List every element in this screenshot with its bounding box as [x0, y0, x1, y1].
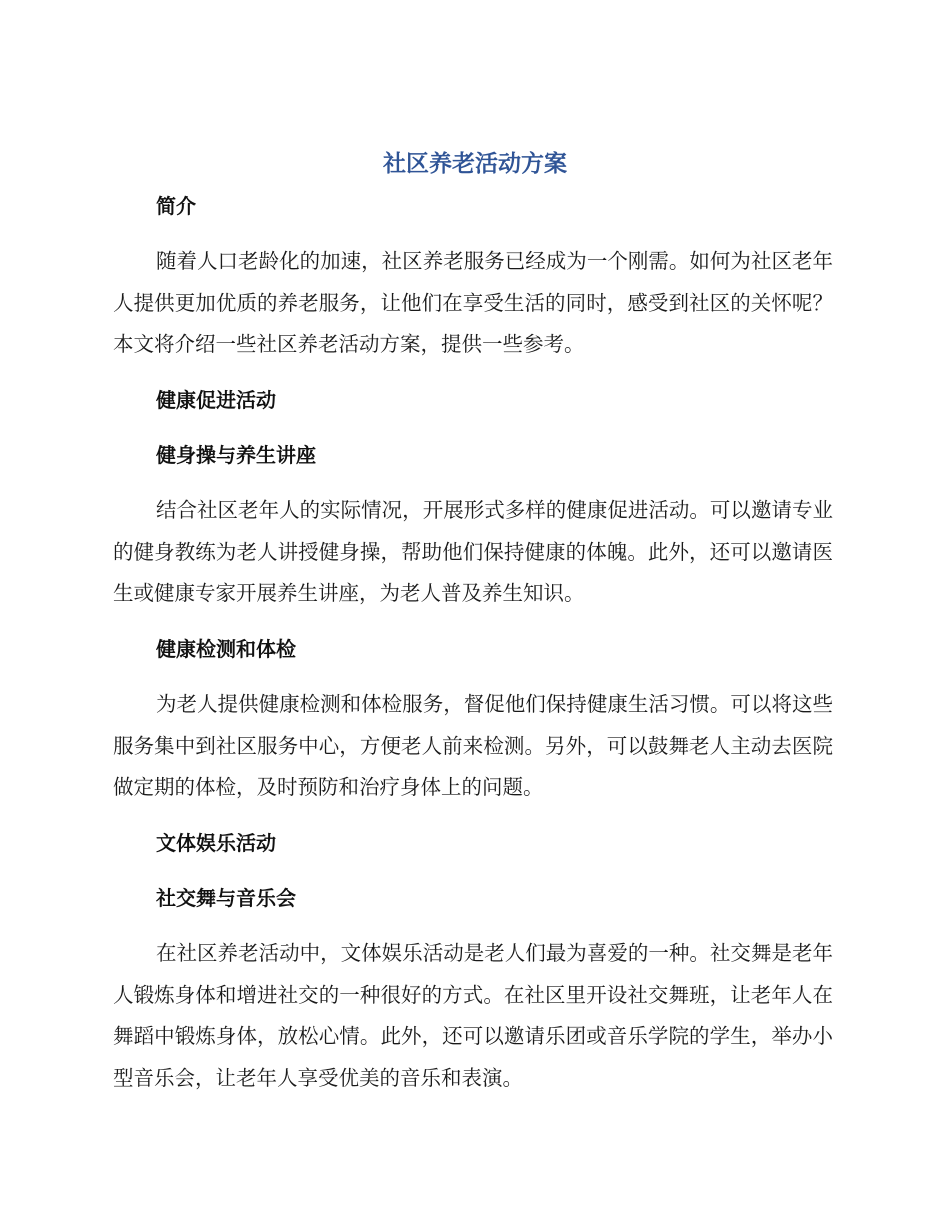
section-heading-intro: 简介 [156, 194, 196, 218]
section-paragraph-health-checkup: 为老人提供健康检测和体检服务，督促他们保持健康生活习惯。可以将这些服务集中到社区服务中心，方便老人前来检测。另外，可以鼓舞老人主动去医院做定期的体检，及时预防和治疗身体上的问题。 [113, 692, 833, 799]
section-heading-health-checkup: 健康检测和体检 [156, 637, 296, 661]
document-title: 社区养老活动方案 [383, 151, 567, 177]
section-paragraph-intro: 随着人口老龄化的加速，社区养老服务已经成为一个刚需。如何为社区老年人提供更加优质的养老服务，让他们在享受生活的同时，感受到社区的关怀呢？本文将介绍一些社区养老活动方案，提供一些参考。 [113, 249, 833, 356]
section-paragraph-dance-concert: 在社区养老活动中，文体娱乐活动是老人们最为喜爱的一种。社交舞是老年人锻炼身体和增进社交的一种很好的方式。在社区里开设社交舞班，让老年人在舞蹈中锻炼身体，放松心情。此外，还可以邀请乐团或音乐学院的学生，举办小型音乐会，让老年人享受优美的音乐和表演。 [113, 941, 833, 1090]
section-heading-fitness-lectures: 健身操与养生讲座 [156, 443, 316, 467]
section-heading-health-promotion: 健康促进活动 [156, 388, 276, 412]
section-heading-dance-concert: 社交舞与音乐会 [156, 886, 296, 910]
section-heading-recreation: 文体娱乐活动 [156, 831, 276, 855]
section-paragraph-fitness-lectures: 结合社区老年人的实际情况，开展形式多样的健康促进活动。可以邀请专业的健身教练为老人讲授健身操，帮助他们保持健康的体魄。此外，还可以邀请医生或健康专家开展养生讲座，为老人普及养生知识。 [113, 498, 833, 605]
